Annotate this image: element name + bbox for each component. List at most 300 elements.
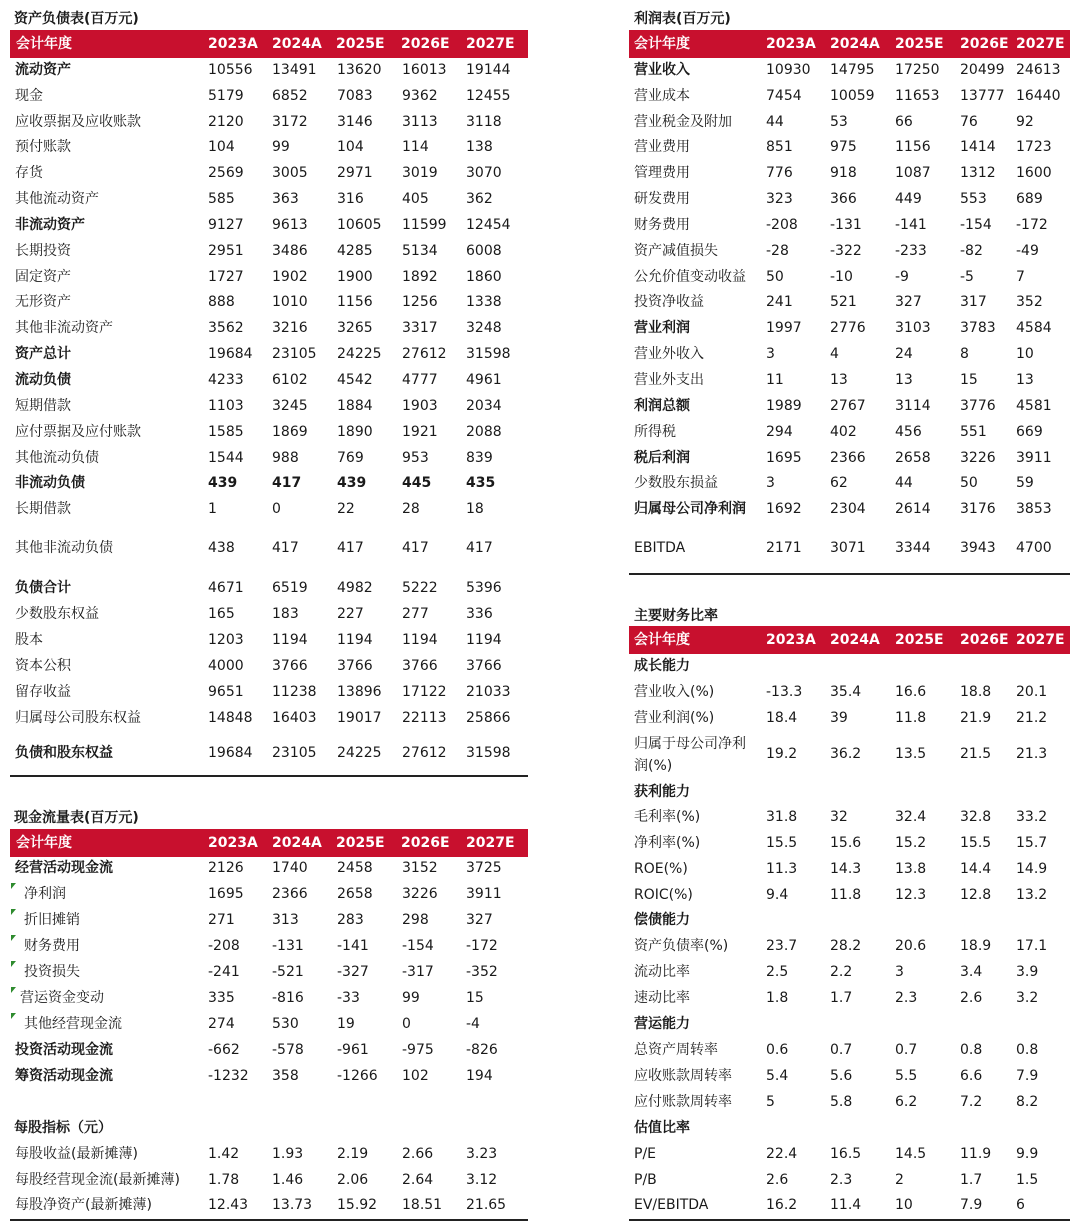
row-label: 归属于母公司净利润(%) — [634, 736, 746, 774]
section-row — [0, 1115, 1080, 1141]
table-row — [0, 933, 1080, 959]
row-value: 13777 — [960, 88, 1005, 104]
row-value: 3248 — [466, 320, 502, 336]
header-label: 会计年度 — [634, 632, 690, 648]
row-value: 14.3 — [830, 861, 862, 877]
row-value: 36.2 — [830, 746, 862, 762]
row-value: 1860 — [466, 269, 502, 285]
row-label: 营运资金变动 — [20, 990, 104, 1006]
header-year: 2026E — [960, 632, 1009, 648]
row-value: 8 — [960, 346, 969, 362]
header-year: 2024A — [830, 36, 880, 52]
row-value: 283 — [337, 912, 364, 928]
row-value: -10 — [830, 269, 853, 285]
row-value: 241 — [766, 294, 793, 310]
header-year: 2026E — [401, 36, 450, 52]
row-label: 净利润 — [24, 886, 66, 902]
table-row — [0, 83, 1080, 109]
row-value: 13 — [1016, 372, 1034, 388]
row-value: 839 — [466, 450, 493, 466]
table-row — [0, 238, 1080, 264]
row-value: -521 — [272, 964, 304, 980]
row-label: 营业利润 — [634, 320, 690, 336]
row-value: 7083 — [337, 88, 373, 104]
table-row — [0, 109, 1080, 135]
row-value: 19 — [337, 1016, 355, 1032]
row-label: 股本 — [15, 632, 43, 648]
row-value: 18.8 — [960, 684, 992, 700]
row-label: 流动资产 — [15, 62, 71, 78]
table-row — [0, 731, 1080, 777]
row-value: 530 — [272, 1016, 299, 1032]
row-value: 15.2 — [895, 835, 927, 851]
row-value: 4 — [830, 346, 839, 362]
header-year: 2027E — [466, 835, 515, 851]
row-value: 3 — [895, 964, 904, 980]
row-value: 3.23 — [466, 1146, 498, 1162]
row-value: 3344 — [895, 540, 931, 556]
row-value: 4671 — [208, 580, 244, 596]
row-value: 1695 — [766, 450, 802, 466]
table-row — [0, 496, 1080, 522]
row-value: 2.6 — [960, 990, 983, 1006]
row-value: 362 — [466, 191, 493, 207]
row-value: 12.43 — [208, 1197, 249, 1213]
row-value: 2.3 — [895, 990, 918, 1006]
row-value: 1727 — [208, 269, 244, 285]
row-label: 毛利率(%) — [634, 809, 701, 825]
row-value: 1740 — [272, 860, 308, 876]
row-value: 2.66 — [402, 1146, 434, 1162]
row-value: 3245 — [272, 398, 308, 414]
divider — [629, 573, 1070, 575]
row-value: 3152 — [402, 860, 438, 876]
row-label: 营业外支出 — [634, 372, 704, 388]
row-value: 13.5 — [895, 746, 927, 762]
row-value: -961 — [337, 1042, 369, 1058]
row-value: 15 — [466, 990, 484, 1006]
row-label: 负债合计 — [15, 580, 71, 596]
ratios-header — [629, 626, 1070, 654]
row-value: 3 — [766, 346, 775, 362]
row-value: 3176 — [960, 501, 996, 517]
row-value: 4700 — [1016, 540, 1052, 556]
row-value: 13 — [830, 372, 848, 388]
row-label: 留存收益 — [15, 684, 71, 700]
row-label: 无形资产 — [15, 294, 71, 310]
row-value: 2366 — [830, 450, 866, 466]
row-value: 888 — [208, 294, 235, 310]
row-value: 769 — [337, 450, 364, 466]
table-row — [0, 705, 1080, 731]
row-value: 50 — [960, 475, 978, 491]
row-label: EBITDA — [634, 540, 686, 556]
row-value: 2569 — [208, 165, 244, 181]
row-value: -172 — [466, 938, 498, 954]
table-row — [0, 1167, 1080, 1193]
row-value: 66 — [895, 114, 913, 130]
row-label: 固定资产 — [15, 269, 71, 285]
row-value: 10605 — [337, 217, 382, 233]
row-value: 1.7 — [960, 1172, 983, 1188]
row-value: 24225 — [337, 745, 382, 761]
row-value: 2614 — [895, 501, 931, 517]
row-value: 1921 — [402, 424, 438, 440]
row-value: 5222 — [402, 580, 438, 596]
row-value: 20.1 — [1016, 684, 1048, 700]
row-value: 2304 — [830, 501, 866, 517]
indent-marker-icon — [11, 935, 16, 941]
row-value: 10059 — [830, 88, 875, 104]
row-value: 3.2 — [1016, 990, 1039, 1006]
row-value: 669 — [1016, 424, 1043, 440]
row-value: 19684 — [208, 745, 253, 761]
row-value: 1869 — [272, 424, 308, 440]
indent-marker-icon — [11, 883, 16, 889]
row-value: 2120 — [208, 114, 244, 130]
header-label: 会计年度 — [634, 36, 690, 52]
row-label: 归属母公司股东权益 — [15, 710, 141, 726]
row-label: 营业费用 — [634, 139, 690, 155]
row-value: -9 — [895, 269, 909, 285]
row-value: 439 — [337, 475, 367, 491]
row-label: 其他非流动负债 — [15, 540, 113, 556]
row-value: 7454 — [766, 88, 802, 104]
row-value: 3005 — [272, 165, 308, 181]
row-value: 3766 — [402, 658, 438, 674]
row-value: 16403 — [272, 710, 317, 726]
row-label: 预付账款 — [15, 139, 71, 155]
row-label: 营业外收入 — [634, 346, 704, 362]
table-row — [0, 315, 1080, 341]
row-value: 27612 — [402, 745, 447, 761]
row-value: -233 — [895, 243, 927, 259]
table-row — [0, 985, 1080, 1011]
row-label: 应付票据及应付账款 — [15, 424, 141, 440]
table-row — [0, 855, 1080, 881]
row-value: 1194 — [272, 632, 308, 648]
row-value: 402 — [830, 424, 857, 440]
row-value: 2.19 — [337, 1146, 369, 1162]
row-value: 10 — [895, 1197, 913, 1213]
row-value: 3146 — [337, 114, 373, 130]
row-value: 13 — [895, 372, 913, 388]
row-label: 净利率(%) — [634, 835, 701, 851]
indent-marker-icon — [11, 1013, 16, 1019]
row-label: 资产减值损失 — [634, 243, 718, 259]
row-value: 3226 — [960, 450, 996, 466]
row-value: 32.8 — [960, 809, 992, 825]
row-value: 7.9 — [1016, 1068, 1039, 1084]
row-label: 投资损失 — [24, 964, 80, 980]
row-value: 405 — [402, 191, 429, 207]
row-value: 6519 — [272, 580, 308, 596]
row-value: 33.2 — [1016, 809, 1048, 825]
table-row — [0, 445, 1080, 471]
row-value: 11238 — [272, 684, 317, 700]
row-label: 非流动负债 — [15, 475, 85, 491]
row-value: 449 — [895, 191, 922, 207]
row-value: 23.7 — [766, 938, 798, 954]
table-row — [0, 535, 1080, 561]
row-value: -1266 — [337, 1068, 378, 1084]
row-value: 4285 — [337, 243, 373, 259]
row-value: 274 — [208, 1016, 235, 1032]
row-value: 16.6 — [895, 684, 927, 700]
row-value: 14.9 — [1016, 861, 1048, 877]
row-value: 3226 — [402, 886, 438, 902]
row-label: 每股收益(最新摊薄) — [15, 1146, 138, 1162]
row-value: 53 — [830, 114, 848, 130]
row-value: 3172 — [272, 114, 308, 130]
row-value: 1600 — [1016, 165, 1052, 181]
row-value: 3 — [766, 475, 775, 491]
row-value: 11.8 — [895, 710, 927, 726]
row-value: 7 — [1016, 269, 1025, 285]
row-value: 1010 — [272, 294, 308, 310]
row-value: 23105 — [272, 745, 317, 761]
row-value: 14795 — [830, 62, 875, 78]
row-value: 15.6 — [830, 835, 862, 851]
row-value: 4542 — [337, 372, 373, 388]
row-value: 3911 — [1016, 450, 1052, 466]
row-value: 11599 — [402, 217, 447, 233]
row-value: 1884 — [337, 398, 373, 414]
divider — [629, 1219, 1070, 1221]
row-value: 194 — [466, 1068, 493, 1084]
row-value: 9613 — [272, 217, 308, 233]
row-value: -141 — [895, 217, 927, 233]
row-value: 1194 — [466, 632, 502, 648]
row-value: 99 — [402, 990, 420, 1006]
table-row — [0, 907, 1080, 933]
row-label: 税后利润 — [634, 450, 690, 466]
row-value: 313 — [272, 912, 299, 928]
row-value: 99 — [272, 139, 290, 155]
row-value: 10556 — [208, 62, 253, 78]
row-value: 298 — [402, 912, 429, 928]
row-value: 22.4 — [766, 1146, 798, 1162]
row-value: 2971 — [337, 165, 373, 181]
header-year: 2027E — [466, 36, 515, 52]
row-value: 2171 — [766, 540, 802, 556]
cash-flow-title: 现金流量表(百万元) — [14, 810, 139, 826]
row-value: 25866 — [466, 710, 511, 726]
row-value: -826 — [466, 1042, 498, 1058]
indent-marker-icon — [11, 961, 16, 967]
row-value: 953 — [402, 450, 429, 466]
row-value: 39 — [830, 710, 848, 726]
row-label: 营业收入 — [634, 62, 690, 78]
row-value: 21033 — [466, 684, 511, 700]
row-value: 16440 — [1016, 88, 1061, 104]
row-value: 3776 — [960, 398, 996, 414]
row-label: 现金 — [15, 88, 43, 104]
row-value: 114 — [402, 139, 429, 155]
row-value: -154 — [960, 217, 992, 233]
row-value: 6.6 — [960, 1068, 983, 1084]
row-value: 1903 — [402, 398, 438, 414]
row-value: 0.6 — [766, 1042, 789, 1058]
row-value: 1414 — [960, 139, 996, 155]
row-value: 7.2 — [960, 1094, 983, 1110]
row-value: 417 — [272, 475, 302, 491]
table-row — [0, 264, 1080, 290]
row-label: 应付账款周转率 — [634, 1094, 732, 1110]
row-value: 417 — [466, 540, 493, 556]
row-value: 32.4 — [895, 809, 927, 825]
row-value: 2458 — [337, 860, 373, 876]
balance-sheet-header — [10, 30, 528, 58]
row-value: 585 — [208, 191, 235, 207]
row-value: 1156 — [337, 294, 373, 310]
table-row — [0, 881, 1080, 907]
row-value: -154 — [402, 938, 434, 954]
row-value: 18.4 — [766, 710, 798, 726]
row-label: 每股净资产(最新摊薄) — [15, 1197, 152, 1213]
row-value: 12.3 — [895, 887, 927, 903]
row-value: 10930 — [766, 62, 811, 78]
table-row — [0, 1037, 1080, 1063]
row-value: -141 — [337, 938, 369, 954]
row-value: -816 — [272, 990, 304, 1006]
row-value: 335 — [208, 990, 235, 1006]
table-row — [0, 134, 1080, 160]
row-value: 417 — [272, 540, 299, 556]
row-value: 11.8 — [830, 887, 862, 903]
row-value: 9.9 — [1016, 1146, 1039, 1162]
row-value: 11.9 — [960, 1146, 992, 1162]
table-row — [0, 679, 1080, 705]
row-value: 2.3 — [830, 1172, 853, 1188]
header-year: 2025E — [895, 36, 944, 52]
table-row — [0, 57, 1080, 83]
row-value: 445 — [402, 475, 432, 491]
row-label: 营运能力 — [634, 1016, 690, 1032]
row-value: 0.8 — [960, 1042, 983, 1058]
row-value: 17.1 — [1016, 938, 1048, 954]
header-year: 2025E — [336, 36, 385, 52]
row-value: 59 — [1016, 475, 1034, 491]
row-value: 3.12 — [466, 1172, 498, 1188]
row-value: 15.5 — [960, 835, 992, 851]
row-value: 358 — [272, 1068, 299, 1084]
row-value: 2951 — [208, 243, 244, 259]
income-statement-header — [629, 30, 1070, 58]
row-value: 975 — [830, 139, 857, 155]
row-value: 1256 — [402, 294, 438, 310]
row-value: 1585 — [208, 424, 244, 440]
row-value: 18.51 — [402, 1197, 443, 1213]
row-value: 24613 — [1016, 62, 1061, 78]
row-value: -49 — [1016, 243, 1039, 259]
row-label: 营业税金及附加 — [634, 114, 732, 130]
table-row — [0, 1089, 1080, 1115]
row-value: 435 — [466, 475, 496, 491]
row-label: EV/EBITDA — [634, 1197, 709, 1213]
row-value: 44 — [895, 475, 913, 491]
row-value: 417 — [337, 540, 364, 556]
table-row — [0, 160, 1080, 186]
row-value: 3114 — [895, 398, 931, 414]
row-value: 24 — [895, 346, 913, 362]
row-value: 1.7 — [830, 990, 853, 1006]
header-year: 2025E — [895, 632, 944, 648]
row-label: 财务费用 — [24, 938, 80, 954]
row-value: 15.92 — [337, 1197, 378, 1213]
row-value: 16.2 — [766, 1197, 798, 1213]
row-value: 13491 — [272, 62, 317, 78]
row-value: 277 — [402, 606, 429, 622]
row-label: 营业收入(%) — [634, 684, 715, 700]
row-value: 138 — [466, 139, 493, 155]
row-value: 13.73 — [272, 1197, 313, 1213]
row-value: 3019 — [402, 165, 438, 181]
row-value: 12.8 — [960, 887, 992, 903]
row-value: 323 — [766, 191, 793, 207]
row-value: 439 — [208, 475, 238, 491]
row-value: 22113 — [402, 710, 447, 726]
row-value: 1997 — [766, 320, 802, 336]
row-value: 6102 — [272, 372, 308, 388]
row-value: 44 — [766, 114, 784, 130]
header-year: 2026E — [960, 36, 1009, 52]
row-value: 31598 — [466, 745, 511, 761]
row-value: 31.8 — [766, 809, 798, 825]
row-value: 3725 — [466, 860, 502, 876]
table-row — [0, 212, 1080, 238]
row-value: 12455 — [466, 88, 511, 104]
row-value: 1.78 — [208, 1172, 240, 1188]
row-label: 研发费用 — [634, 191, 690, 207]
row-value: -13.3 — [766, 684, 803, 700]
row-value: 6008 — [466, 243, 502, 259]
row-value: 20.6 — [895, 938, 927, 954]
row-value: 13.2 — [1016, 887, 1048, 903]
header-label: 会计年度 — [16, 36, 72, 52]
row-value: 3911 — [466, 886, 502, 902]
row-label: 少数股东权益 — [15, 606, 99, 622]
row-value: 20499 — [960, 62, 1005, 78]
row-value: 5.8 — [830, 1094, 853, 1110]
row-value: 1892 — [402, 269, 438, 285]
row-value: 3113 — [402, 114, 438, 130]
row-value: 2.64 — [402, 1172, 434, 1188]
row-value: 2767 — [830, 398, 866, 414]
row-value: 2088 — [466, 424, 502, 440]
row-value: 4000 — [208, 658, 244, 674]
row-value: 165 — [208, 606, 235, 622]
header-year: 2027E — [1016, 632, 1065, 648]
row-value: 16.5 — [830, 1146, 862, 1162]
row-value: 16013 — [402, 62, 447, 78]
row-value: 18 — [466, 501, 484, 517]
row-value: 1.8 — [766, 990, 789, 1006]
row-value: 456 — [895, 424, 922, 440]
row-label: 短期借款 — [15, 398, 71, 414]
row-label: 长期投资 — [15, 243, 71, 259]
row-value: 7.9 — [960, 1197, 983, 1213]
row-value: 15.5 — [766, 835, 798, 851]
row-value: 2658 — [337, 886, 373, 902]
row-value: 2776 — [830, 320, 866, 336]
row-value: 2658 — [895, 450, 931, 466]
row-value: 1103 — [208, 398, 244, 414]
row-label: 公允价值变动收益 — [634, 269, 746, 285]
row-value: 1194 — [402, 632, 438, 648]
row-value: 14.4 — [960, 861, 992, 877]
row-value: 9127 — [208, 217, 244, 233]
